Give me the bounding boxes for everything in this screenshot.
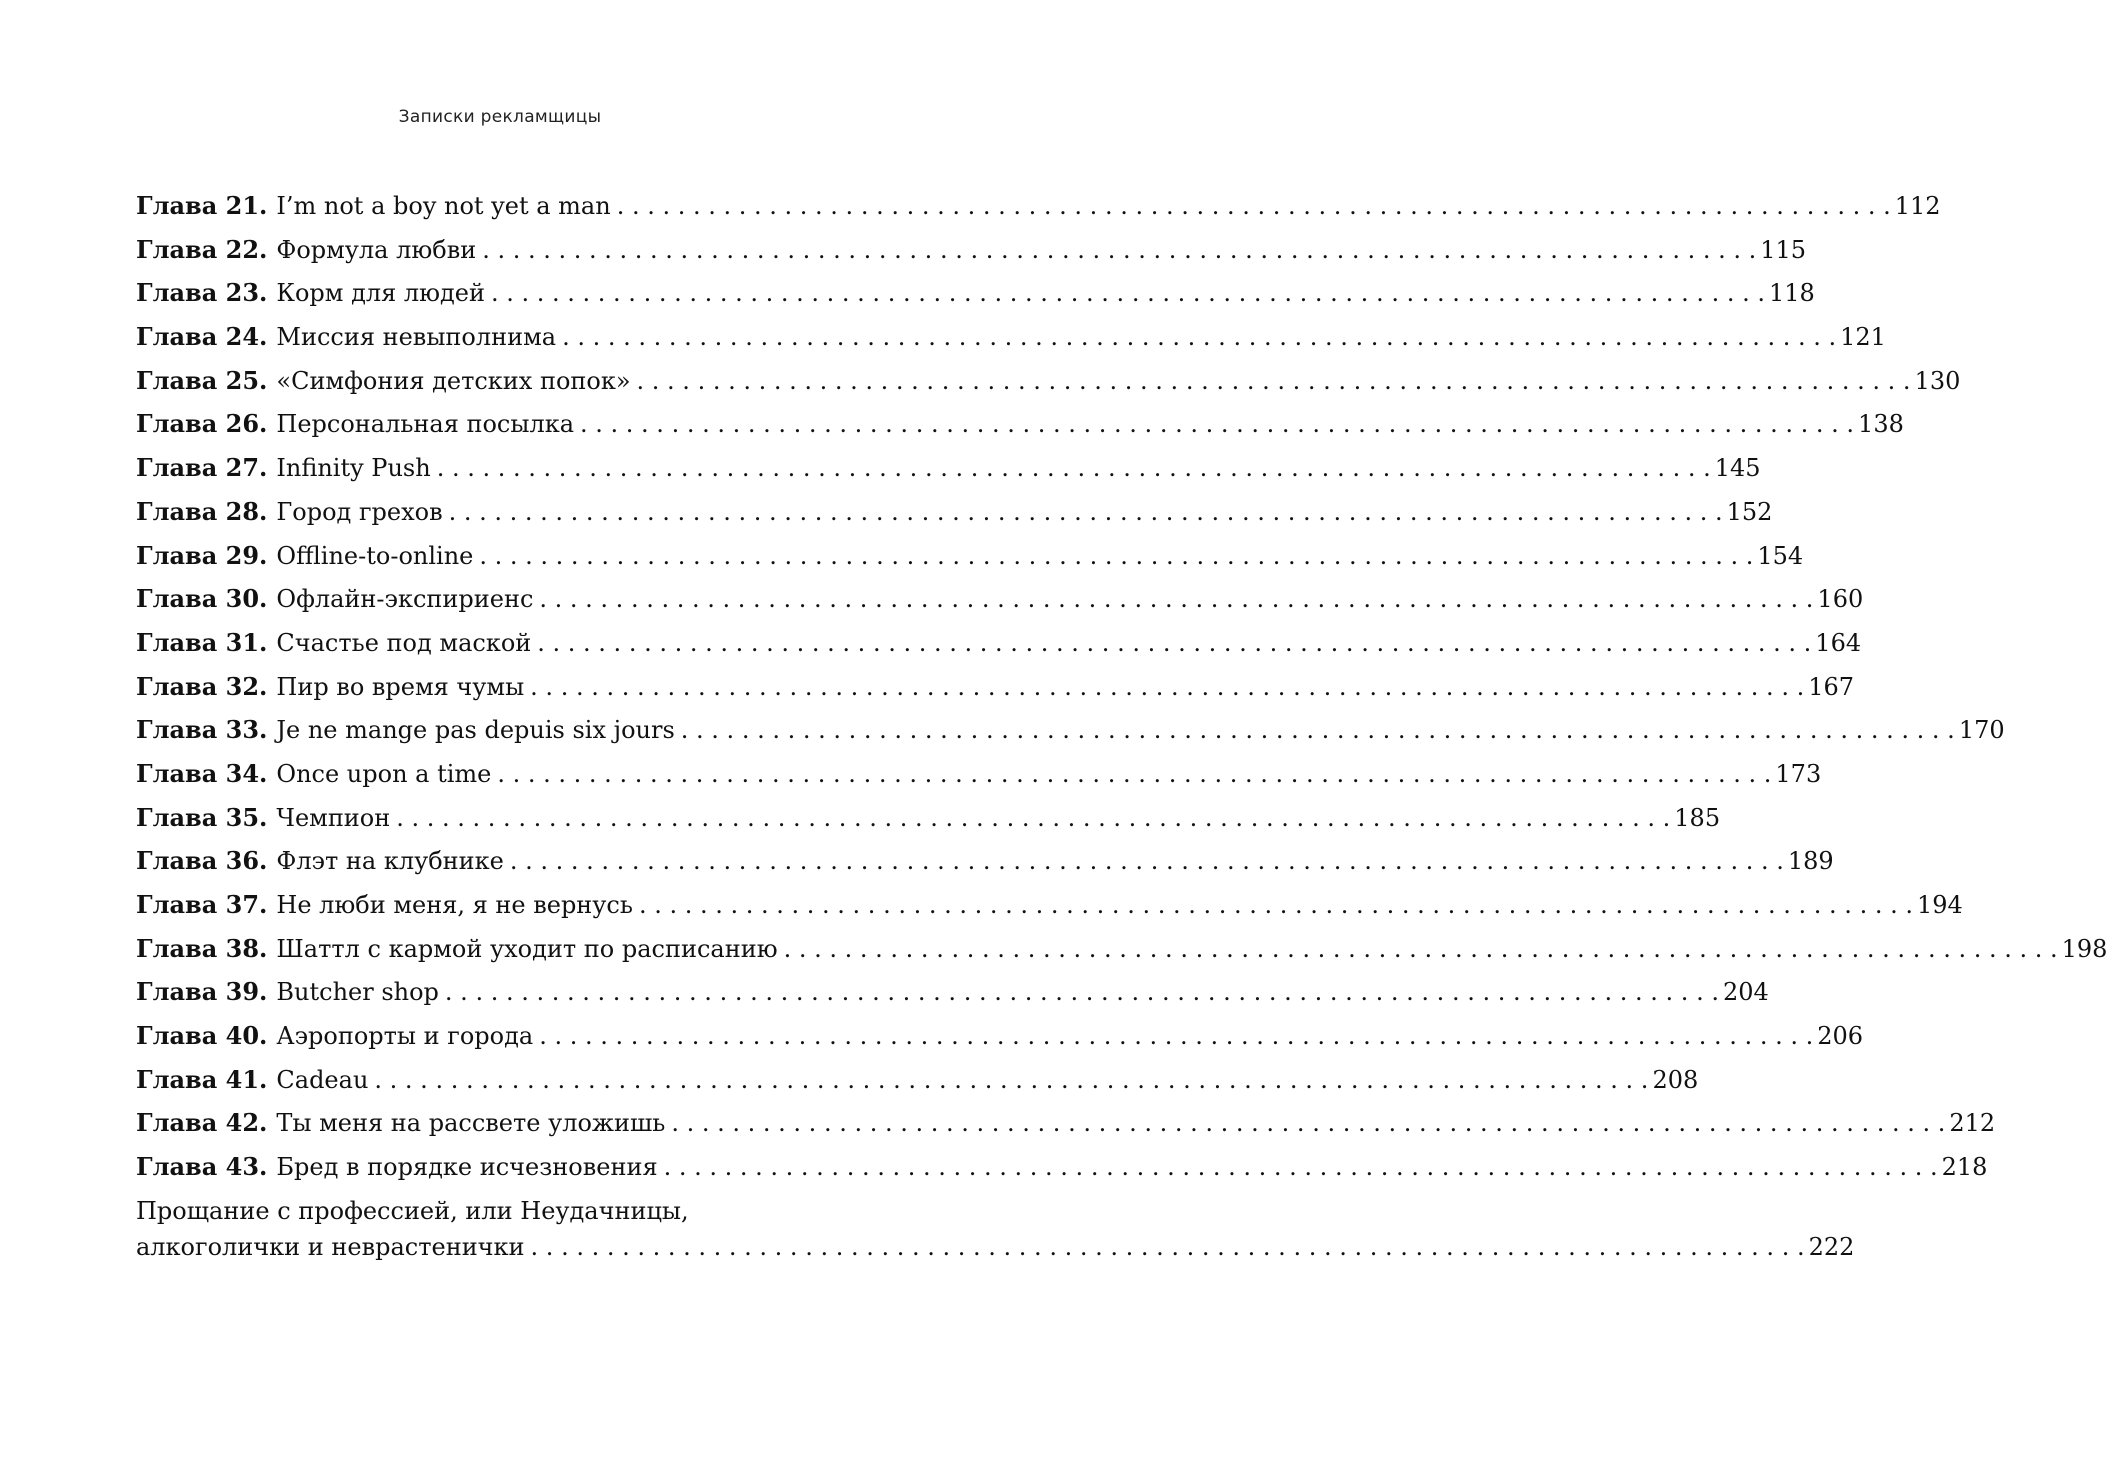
- toc-entry[interactable]: [136, 490, 1773, 534]
- toc-entry-chapter: Глава 43.: [136, 1152, 268, 1182]
- dot-leader: [510, 840, 1784, 884]
- toc-entry-title: Офлайн-экспириенс: [276, 585, 534, 614]
- toc-entry-farewell[interactable]: [136, 1193, 1855, 1265]
- toc-entry[interactable]: [136, 621, 1862, 665]
- toc-entry-title: Прощание с профессией, или Неудачницы,: [136, 1196, 689, 1225]
- toc-entry-chapter: Глава 41.: [136, 1064, 268, 1094]
- toc-entry[interactable]: [136, 1101, 1996, 1145]
- toc-entry[interactable]: [136, 1014, 1864, 1058]
- toc-entry-page: 130: [1914, 366, 1961, 395]
- toc-entry-page: 222: [1808, 1232, 1855, 1261]
- toc-entry-chapter: Глава 35.: [136, 802, 268, 832]
- toc-entry-page: 154: [1757, 541, 1804, 570]
- toc-entry-page: 145: [1714, 454, 1761, 483]
- toc-entry-page: 167: [1808, 672, 1855, 701]
- toc-entry-page: 218: [1941, 1153, 1988, 1182]
- dot-leader: [681, 709, 1955, 753]
- dot-leader: [479, 535, 1753, 579]
- dot-leader: [445, 971, 1719, 1015]
- dot-leader: [617, 185, 1891, 229]
- dot-leader: [482, 229, 1756, 273]
- dot-leader: [396, 797, 1670, 841]
- dot-leader: [497, 753, 1771, 797]
- toc-entry-page: 194: [1916, 891, 1963, 919]
- toc-entry-chapter: Глава 34.: [136, 758, 268, 788]
- toc-entry-page: 198: [2061, 934, 2107, 963]
- toc-entry-chapter: Глава 33.: [136, 715, 268, 745]
- toc-entry-chapter: Глава 30.: [136, 584, 268, 614]
- toc-entry-title: Бред в порядке исчезновения: [276, 1153, 658, 1182]
- toc-entry-chapter: Глава 38.: [136, 933, 268, 963]
- toc-entry-title-continued: [136, 1229, 1855, 1265]
- toc-entry-chapter: Глава 37.: [136, 890, 268, 919]
- toc-entry-chapter: Глава 25.: [136, 365, 268, 395]
- toc-entry[interactable]: [136, 315, 1886, 359]
- toc-entry-page: 185: [1674, 803, 1721, 832]
- toc-entry-chapter: Глава 23.: [136, 278, 268, 308]
- toc-entry[interactable]: [136, 577, 1864, 621]
- toc-entry-chapter: Глава 28.: [136, 496, 268, 526]
- toc-entry-title: Персональная посылка: [276, 410, 575, 439]
- toc-entry-chapter: Глава 32.: [136, 671, 268, 701]
- running-header-title: Записки рекламщицы: [398, 107, 602, 127]
- toc-entry-title: Пир во время чумы: [276, 672, 525, 701]
- toc-entry[interactable]: [136, 927, 2107, 971]
- toc-entry[interactable]: [136, 1145, 1988, 1189]
- toc-entry-title: Город грехов: [276, 497, 443, 526]
- toc-entry-chapter: Глава 42.: [136, 1108, 268, 1138]
- toc-entry-title: Offline-to-online: [276, 541, 474, 570]
- toc-entry-title: Once upon a time: [276, 759, 492, 788]
- toc-entry-title: Миссия невыполнима: [276, 323, 557, 352]
- toc-entry-chapter: Глава 22.: [136, 234, 268, 264]
- toc-entry-page: 206: [1817, 1022, 1864, 1051]
- toc-entry-title: Butcher shop: [276, 978, 439, 1007]
- toc-entry-title: Je ne mange pas depuis six jours: [276, 716, 675, 745]
- toc-entry-page: 204: [1722, 978, 1769, 1007]
- toc-entry-chapter: Глава 29.: [136, 540, 268, 570]
- toc-entry[interactable]: [136, 271, 1815, 315]
- dot-leader: [664, 1146, 1938, 1190]
- toc-entry[interactable]: [136, 796, 1721, 840]
- dot-leader: [784, 928, 2058, 972]
- toc-entry[interactable]: [136, 184, 1941, 228]
- toc-entry[interactable]: [136, 359, 1961, 403]
- dot-leader: [374, 1059, 1648, 1103]
- toc-entry-page: 152: [1726, 497, 1773, 526]
- toc-entry-page: 121: [1840, 323, 1886, 352]
- toc-entry[interactable]: [136, 883, 1963, 927]
- toc-entry-title: Cadeau: [276, 1065, 369, 1094]
- toc-entry-page: 112: [1894, 192, 1941, 220]
- dot-leader: [531, 1229, 1805, 1265]
- toc-entry-title: Счастье под маской: [276, 628, 532, 657]
- dot-leader: [491, 272, 1765, 316]
- toc-entry-page: 138: [1858, 410, 1904, 439]
- dot-leader: [562, 316, 1836, 360]
- toc-entry-page: 189: [1787, 847, 1834, 876]
- toc-entry[interactable]: [136, 534, 1804, 578]
- toc-entry-chapter: Глава 26.: [136, 409, 268, 439]
- toc-entry-chapter: Глава 24.: [136, 322, 268, 352]
- toc-entry-page: 170: [1958, 716, 2005, 745]
- toc-entry-title: Infinity Push: [276, 454, 431, 483]
- toc-entry-chapter: Глава 31.: [136, 627, 268, 657]
- toc-entry-title: «Симфония детских попок»: [276, 366, 631, 395]
- toc-entry[interactable]: [136, 839, 1834, 883]
- dot-leader: [537, 622, 1811, 666]
- toc-entry-chapter: Глава 21.: [136, 191, 268, 220]
- table-of-contents: [136, 184, 2107, 1265]
- dot-leader: [539, 1015, 1813, 1059]
- toc-entry-title: Ты меня на рассвете уложишь: [276, 1109, 666, 1138]
- toc-entry-page: 212: [1949, 1109, 1996, 1138]
- toc-entry[interactable]: [136, 446, 1761, 490]
- toc-entry-title: Не люби меня, я не вернусь: [276, 891, 633, 919]
- toc-entry-title: Флэт на клубнике: [276, 847, 504, 876]
- toc-entry-chapter: Глава 40.: [136, 1021, 268, 1051]
- dot-leader: [449, 491, 1723, 535]
- toc-entry[interactable]: [136, 752, 1822, 796]
- toc-entry-chapter: Глава 39.: [136, 977, 268, 1007]
- toc-entry-page: 173: [1775, 759, 1822, 788]
- toc-entry-title: алкоголички и неврастенички: [136, 1232, 525, 1261]
- toc-entries: [136, 184, 2107, 1189]
- dot-leader: [639, 884, 1913, 928]
- toc-entry-title: Чемпион: [276, 803, 391, 832]
- dot-leader: [637, 360, 1911, 404]
- toc-entry[interactable]: [136, 970, 1769, 1014]
- dot-leader: [437, 447, 1711, 491]
- toc-entry-title: Аэропорты и города: [276, 1022, 534, 1051]
- dot-leader: [671, 1102, 1945, 1146]
- toc-entry-page: 164: [1815, 628, 1862, 657]
- toc-entry[interactable]: [136, 402, 1904, 446]
- toc-entry[interactable]: [136, 708, 2005, 752]
- toc-entry[interactable]: [136, 228, 1807, 272]
- toc-entry-page: 160: [1817, 585, 1864, 614]
- toc-entry-chapter: Глава 36.: [136, 846, 268, 876]
- dot-leader: [580, 403, 1854, 447]
- toc-entry-page: 115: [1760, 235, 1807, 264]
- dot-leader: [530, 666, 1804, 710]
- toc-entry[interactable]: [136, 1058, 1699, 1102]
- toc-entry-chapter: Глава 27.: [136, 453, 268, 483]
- toc-entry[interactable]: [136, 665, 1855, 709]
- toc-entry-title: Шаттл с кармой уходит по расписанию: [276, 934, 778, 963]
- dot-leader: [539, 578, 1813, 622]
- toc-entry-title: Формула любви: [276, 235, 477, 264]
- toc-entry-page: 208: [1652, 1065, 1699, 1094]
- toc-entry-page: 118: [1769, 279, 1815, 308]
- toc-entry-title: Корм для людей: [276, 279, 485, 308]
- toc-entry-title: I’m not a boy not yet a man: [276, 192, 611, 220]
